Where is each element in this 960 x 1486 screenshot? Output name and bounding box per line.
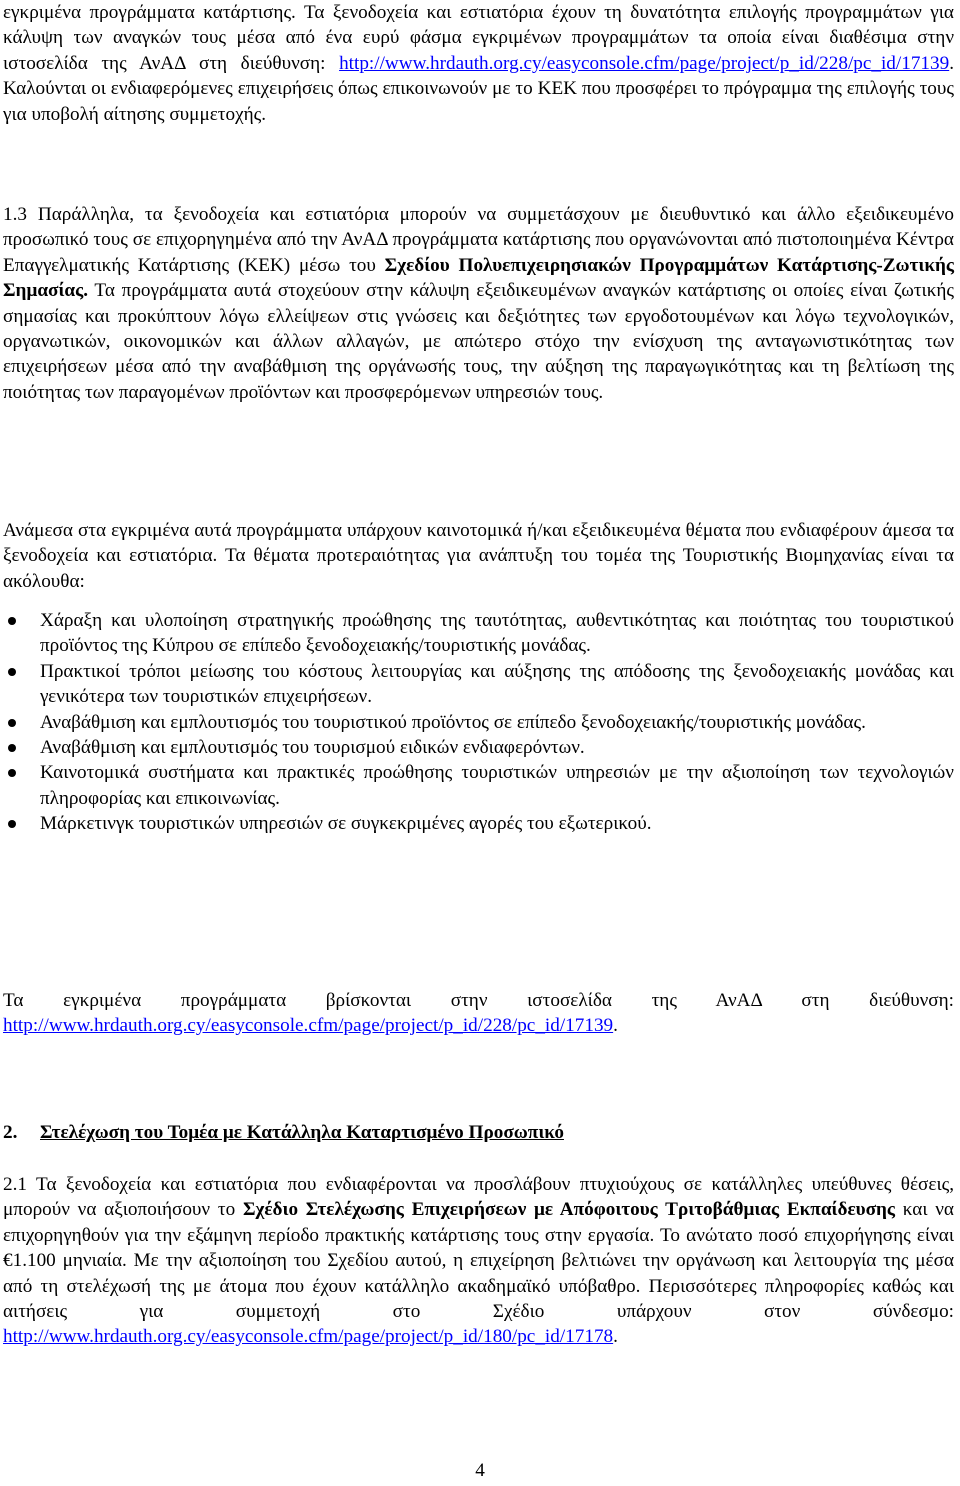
list-item-text: Χάραξη και υλοποίηση στρατηγικής προώθησης της ταυτότητας, αυθεντικότητας και ποιότητας του τουριστικού προϊόντος της Κύπρου σε επίπεδο ξενοδοχειακής/τουριστικής μονάδας. — [40, 610, 954, 657]
section-2-1-text-b: και να επιχορηγηθούν για την εξάμηνη περίοδο πρακτικής κατάρτισης τους στην εργασία. Το ανώτατο ποσό επιχορήγησης είναι €1.100 μηνιαία. Με την αξιοποίηση του Σχεδίου αυτού, η επιχείρηση βελτιώνει την οργάνωση και λειτουργία της μέσα από τη στελέχωσή της με άτομα που έχουν κατάλληλο ακαδημαϊκό υπόβαθρο. Περισσότερες πληροφορίες καθώς και αιτήσεις για συμμετοχή στο Σχέδιο υπάρχουν στον σύνδεσμο: — [3, 1199, 954, 1323]
approved-end: . — [613, 1015, 618, 1037]
page-number: 4 — [475, 1460, 485, 1481]
list-item — [3, 735, 954, 760]
bullet-icon — [8, 744, 16, 752]
section-1-3-text-b: Τα προγράμματα αυτά στοχεύουν στην κάλυψη εξειδικευμένων αναγκών κατάρτισης οι οποίες είναι ζωτικής σημασίας και προκύπτουν λόγω ελλείψεων στις γνώσεις και δεξιότητες των εργοδοτουμένων και λόγω τεχνολογικών, οργανωτικών, οικονομικών και άλλων αλλαγών, με απώτερο στόχο την ενίσχυση της ανταγωνιστικότητας των επιχειρήσεων μέσα από την αναβάθμιση της οργάνωσής τους, την αύξηση της παραγωγικότητας και τη βελτίωση της ποιότητας των παραγομένων προϊόντων και προσφερόμενων υπηρεσιών τους. — [3, 280, 954, 403]
list-item — [3, 760, 954, 811]
list-item-text: Πρακτικοί τρόποι μείωσης του κόστους λειτουργίας και αύξησης της απόδοσης της ξενοδοχειακής μονάδας και γενικότερα των τουριστικών επιχειρήσεων. — [40, 660, 954, 708]
section-2-number: 2. — [3, 1122, 18, 1143]
list-item — [3, 608, 954, 659]
section-1-3-paragraph — [3, 202, 954, 405]
list-item-text: Αναβάθμιση και εμπλουτισμός του τουρισμού ειδικών ενδιαφερόντων. — [40, 737, 585, 759]
section-2-1-text-a: 2.1 Τα ξενοδοχεία και εστιατόρια που ενδιαφέρονται να προσλάβουν πτυχιούχους σε κατάλληλες υπεύθυνες θέσεις, μπορούν να αξιοποιήσουν το — [3, 1174, 954, 1221]
bullet-icon — [8, 719, 16, 727]
list-item — [3, 659, 954, 710]
list-item — [3, 811, 954, 836]
priority-topics-paragraph: Ανάμεσα στα εγκριμένα αυτά προγράμματα υπάρχουν καινοτομικά ή/και εξειδικευμένα θέματα που ενδιαφέρουν άμεσα τα ξενοδοχεία και εστιατόρια. Τα θέματα προτεραιότητας για ανάπτυξη του τομέα της Τουριστικής Βιομηχανίας είναι τα ακόλουθα: — [3, 520, 954, 592]
intro-text-b: . Καλούνται οι ενδιαφερόμενες επιχειρήσεις όπως επικοινωνούν με το ΚΕΚ που προσφέρει το πρόγραμμα της επιλογής τους για υποβολή αίτησης συμμετοχής. — [3, 52, 954, 125]
section-1-3-bold: Σχεδίου Πολυεπιχειρησιακών Προγραμμάτων Κατάρτισης-Ζωτικής Σημασίας. — [3, 254, 954, 302]
programs-link[interactable]: http://www.hrdauth.org.cy/easyconsole.cfm/page/project/p_id/228/pc_id/17139 — [339, 52, 950, 74]
approved-text: Τα εγκριμένα προγράμματα βρίσκονται στην ιστοσελίδα της ΑνΑΔ στη διεύθυνση: — [3, 990, 954, 1011]
section-2-1-paragraph — [3, 1172, 954, 1350]
approved-programs-paragraph — [3, 988, 954, 1039]
list-item-text: Μάρκετινγκ τουριστικών υπηρεσιών σε συγκεκριμένες αγορές του εξωτερικού. — [40, 813, 652, 835]
list-item-text: Καινοτομικά συστήματα και πρακτικές προώθησης τουριστικών υπηρεσιών με την αξιοποίηση των τεχνολογιών πληροφορίας και επικοινωνίας. — [40, 762, 954, 809]
section-2-title: Στελέχωση του Τομέα με Κατάλληλα Καταρτισμένο Προσωπικό — [40, 1122, 564, 1143]
bullet-icon — [8, 820, 16, 828]
approved-programs-link[interactable]: http://www.hrdauth.org.cy/easyconsole.cfm/page/project/p_id/228/pc_id/17139 — [3, 1015, 614, 1037]
staffing-scheme-link[interactable]: http://www.hrdauth.org.cy/easyconsole.cfm/page/project/p_id/180/pc_id/17178 — [3, 1326, 614, 1348]
priority-topics-list — [3, 608, 954, 837]
intro-paragraph — [3, 0, 954, 127]
bullet-icon — [8, 617, 16, 625]
intro-text-a: εγκριμένα προγράμματα κατάρτισης. Τα ξενοδοχεία και εστιατόρια έχουν τη δυνατότητα επιλογής προγραμμάτων για κάλυψη των αναγκών τους μέσα από ένα ευρύ φάσμα εγκριμένων προγραμμάτων τα οποία είναι διαθέσιμα στην ιστοσελίδα της ΑνΑΔ στη διεύθυνση: — [3, 2, 954, 74]
section-2-1-bold: Σχέδιο Στελέχωσης Επιχειρήσεων με Απόφοιτους Τριτοβάθμιας Εκπαίδευσης — [242, 1199, 896, 1221]
list-item — [3, 710, 954, 735]
section-2-heading — [3, 1120, 954, 1145]
bullet-icon — [8, 668, 16, 676]
section-2-1-end: . — [613, 1326, 618, 1348]
bullet-icon — [8, 769, 16, 777]
list-item-text: Αναβάθμιση και εμπλουτισμός του τουριστικού προϊόντος σε επίπεδο ξενοδοχειακής/τουριστικής μονάδας. — [40, 711, 866, 733]
section-1-3-text-a: 1.3 Παράλληλα, τα ξενοδοχεία και εστιατόρια μπορούν να συμμετάσχουν με διευθυντικό και άλλο εξειδικευμένο προσωπικό τους σε επιχορηγημένα από την ΑνΑΔ προγράμματα κατάρτισης που οργανώνονται από πιστοποιημένα Κέντρα Επαγγελματικής Κατάρτισης (ΚΕΚ) μέσω του — [3, 204, 954, 276]
